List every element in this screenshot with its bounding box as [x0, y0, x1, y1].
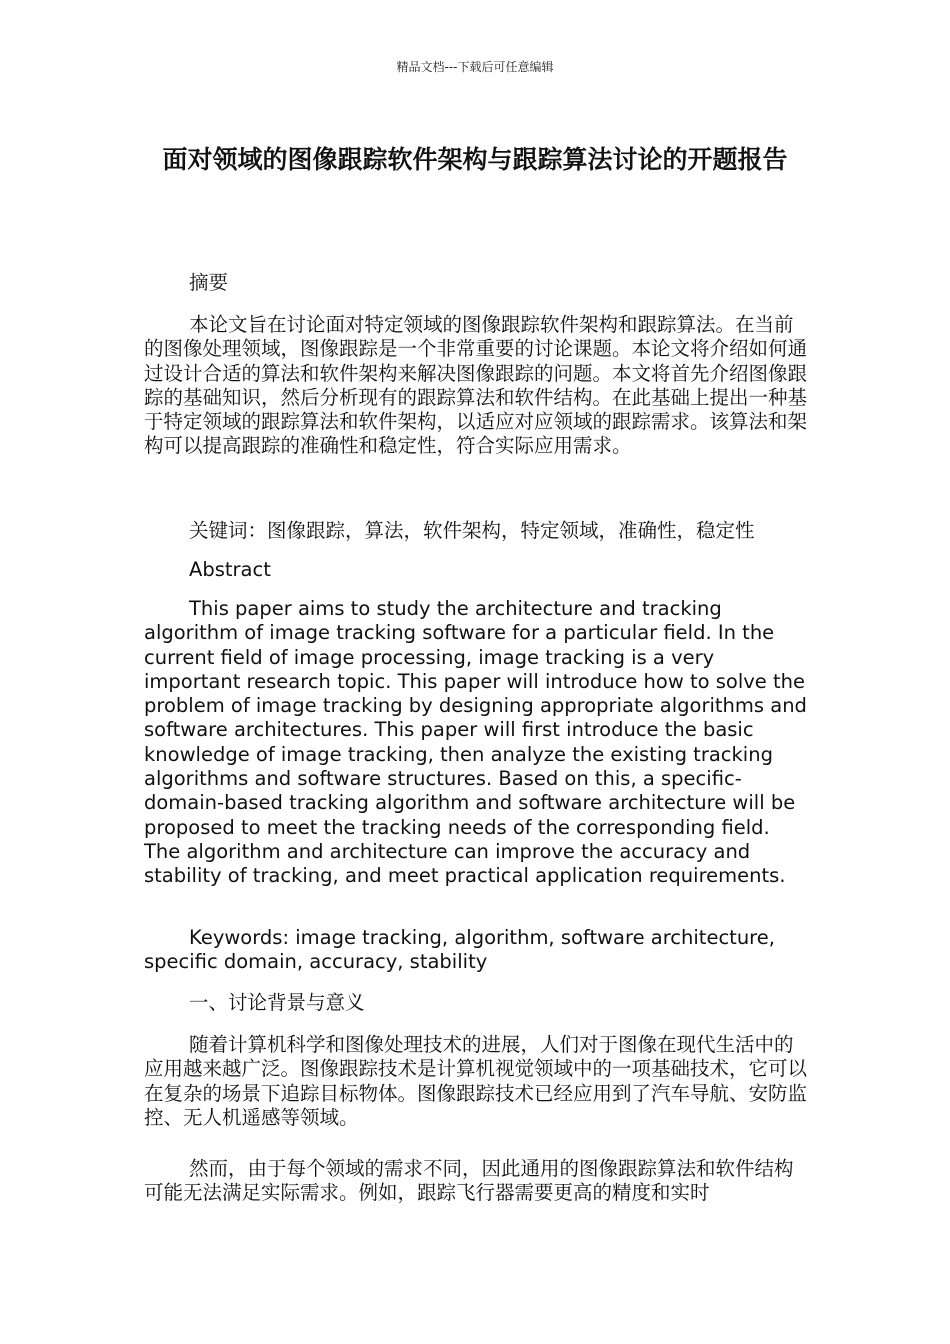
document-title: 面对领域的图像跟踪软件架构与跟踪算法讨论的开题报告: [162, 145, 788, 174]
abstract-zh-body-block: [144, 313, 808, 459]
keywords-zh-block: [144, 519, 808, 543]
section1-heading: 一、讨论背景与意义: [189, 991, 365, 1014]
section1-heading-block: [144, 991, 808, 1015]
keywords-en: Keywords: image tracking, algorithm, software architecture, specific domain, accuracy, stability: [144, 926, 775, 974]
abstract-zh-section: [144, 271, 808, 295]
abstract-en-body-block: [144, 597, 808, 889]
abstract-en-section: [144, 558, 808, 582]
section1-paragraph-1-block: [144, 1033, 808, 1130]
section1-paragraph: 然而，由于每个领域的需求不同，因此通用的图像跟踪算法和软件结构可能无法满足实际需求。例如，跟踪飞行器需要更高的精度和实时: [144, 1157, 794, 1205]
keywords-en-block: [144, 926, 808, 975]
abstract-zh-heading: 摘要: [189, 271, 229, 294]
keywords-zh: 关键词：图像跟踪，算法，软件架构，特定领域，准确性，稳定性: [189, 519, 755, 542]
header-note: 精品文档---下载后可任意编辑: [396, 60, 554, 74]
section1-paragraph: 随着计算机科学和图像处理技术的进展，人们对于图像在现代生活中的应用越来越广泛。图像跟踪技术是计算机视觉领域中的一项基础技术，它可以在复杂的场景下追踪目标物体。图像跟踪技术已经应用到了汽车导航、安防监控、无人机遥感等领域。: [144, 1033, 808, 1129]
abstract-en-heading: Abstract: [189, 558, 271, 581]
abstract-zh-body: 本论文旨在讨论面对特定领域的图像跟踪软件架构和跟踪算法。在当前的图像处理领域，图像跟踪是一个非常重要的讨论课题。本论文将介绍如何通过设计合适的算法和软件架构来解决图像跟踪的问题。本文将首先介绍图像跟踪的基础知识，然后分析现有的跟踪算法和软件结构。在此基础上提出一种基于特定领域的跟踪算法和软件架构，以适应对应领域的跟踪需求。该算法和架构可以提高跟踪的准确性和稳定性，符合实际应用需求。: [144, 313, 808, 458]
section1-paragraph-2-block: [144, 1157, 808, 1206]
abstract-en-body: This paper aims to study the architecture and tracking algorithm of image tracking software for a particular field. In the current field of image processing, image tracking is a very important research topic. This paper will introduce how to solve the problem of image tracking by designing appropriate algorithms and software architectures. This paper will first introduce the basic knowledge of image tracking, then analyze the existing tracking algorithms and software structures. Based on this, a specific-domain-based tracking algorithm and software architecture will be proposed to meet the tracking needs of the corresponding field. The algorithm and architecture can improve the accuracy and stability of tracking, and meet practical application requirements.: [144, 597, 807, 888]
